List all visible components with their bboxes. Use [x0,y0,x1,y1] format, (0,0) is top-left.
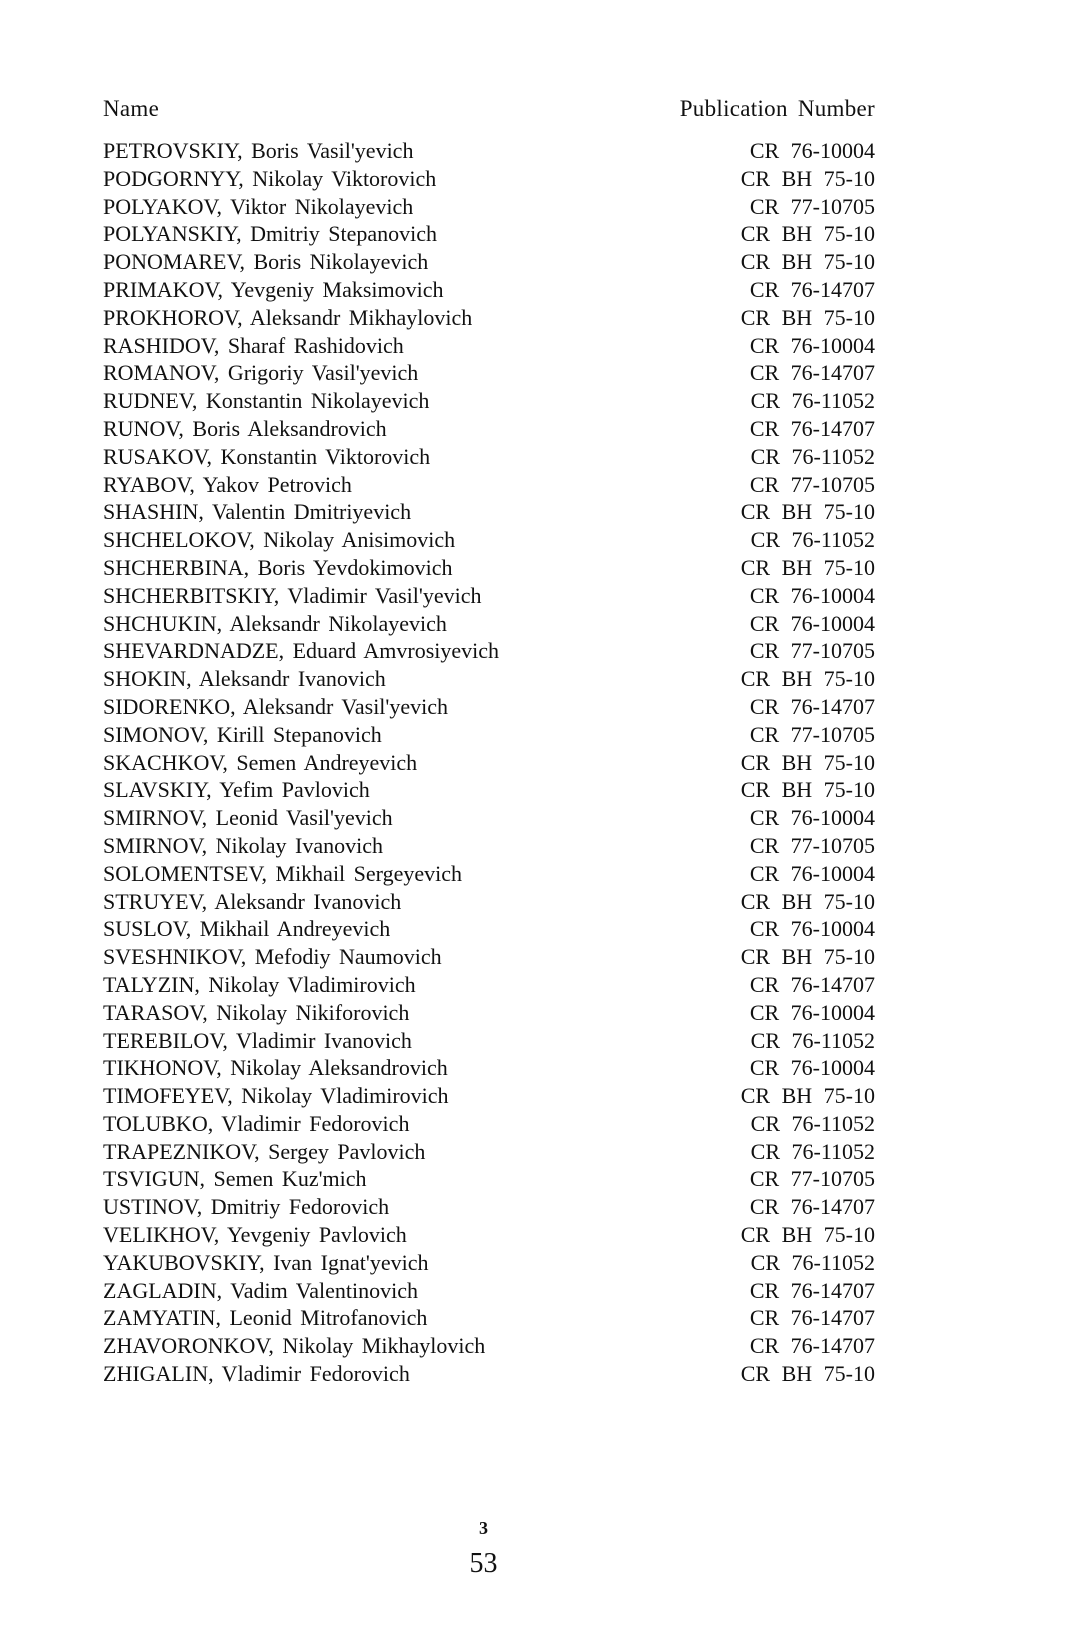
table-row [103,165,875,193]
person-name: TEREBILOV, Vladimir Ivanovich [103,1027,412,1053]
publication-number: CR 76-10004 [749,610,875,636]
person-name: SVESHNIKOV, Mefodiy Naumovich [103,944,442,970]
person-name: PRIMAKOV, Yevgeniy Maksimovich [103,276,444,302]
table-row [103,526,875,554]
publication-number: CR 76-10004 [749,582,875,608]
publication-number: CR BH 75-10 [740,165,875,191]
person-name: PONOMAREV, Boris Nikolayevich [103,249,429,275]
publication-number: CR 76-10004 [749,860,875,886]
table-row [103,193,875,221]
table-row [103,1332,875,1360]
person-name: SKACHKOV, Semen Andreyevich [103,749,418,775]
table-row [103,443,875,471]
table-row [103,665,875,693]
person-name: RUDNEV, Konstantin Nikolayevich [103,388,430,414]
publication-number: CR BH 75-10 [740,666,875,692]
publication-number: CR BH 75-10 [740,944,875,970]
table-row [103,721,875,749]
table-row [103,943,875,971]
publication-number: CR 76-14707 [749,693,875,719]
person-name: SIDORENKO, Aleksandr Vasil'yevich [103,693,449,719]
table-row [103,888,875,916]
person-name: RUSAKOV, Konstantin Viktorovich [103,443,431,469]
table-row [103,1027,875,1055]
publication-number: CR 76-14707 [749,1277,875,1303]
table-header [103,96,875,130]
person-name: STRUYEV, Aleksandr Ivanovich [103,888,402,914]
publication-number: CR 76-10004 [749,999,875,1025]
table-row [103,1249,875,1277]
person-name: SMIRNOV, Nikolay Ivanovich [103,832,383,858]
publication-number: CR 76-10004 [749,1055,875,1081]
table-row [103,332,875,360]
person-name: SHCHERBITSKIY, Vladimir Vasil'yevich [103,582,482,608]
person-name: PODGORNYY, Nikolay Viktorovich [103,165,437,191]
person-name: SHEVARDNADZE, Eduard Amvrosiyevich [103,638,500,664]
person-name: TOLUBKO, Vladimir Fedorovich [103,1110,410,1136]
publication-number: CR 76-11052 [750,1138,875,1164]
table-row [103,1221,875,1249]
publication-number: CR 77-10705 [749,832,875,858]
page-number: 53 [469,1548,498,1579]
publication-number: CR 76-14707 [749,360,875,386]
person-name: POLYANSKIY, Dmitriy Stepanovich [103,221,438,247]
table-row [103,1304,875,1332]
publication-number: CR 76-14707 [749,1305,875,1331]
person-name: RASHIDOV, Sharaf Rashidovich [103,332,404,358]
table-row [103,1165,875,1193]
person-name: PETROVSKIY, Boris Vasil'yevich [103,138,414,163]
publication-number: CR BH 75-10 [740,249,875,275]
table-row [103,137,875,165]
person-name: TSVIGUN, Semen Kuz'mich [103,1166,367,1192]
person-name: SIMONOV, Kirill Stepanovich [103,721,382,747]
name-column-header: Name [103,96,160,121]
publication-number: CR 77-10705 [749,638,875,664]
table-row [103,915,875,943]
publication-number: CR 76-11052 [750,388,875,414]
publication-number: CR 76-14707 [749,1333,875,1359]
publication-number-column-header: Publication Number [679,96,875,121]
table-row [103,248,875,276]
publication-number: CR 76-11052 [750,443,875,469]
publication-number: CR 77-10705 [749,1166,875,1192]
table-row [103,471,875,499]
table-row [103,749,875,777]
person-name: ZAGLADIN, Vadim Valentinovich [103,1277,418,1303]
person-name: SMIRNOV, Leonid Vasil'yevich [103,805,393,831]
person-name: ZHAVORONKOV, Nikolay Mikhaylovich [103,1333,486,1359]
table-row [103,804,875,832]
publication-number: CR 77-10705 [749,471,875,497]
table-row [103,359,875,387]
person-name: SHCHELOKOV, Nikolay Anisimovich [103,527,456,553]
table-row [103,971,875,999]
person-name: ZAMYATIN, Leonid Mitrofanovich [103,1305,428,1331]
person-name: SLAVSKIY, Yefim Pavlovich [103,777,370,803]
person-name: ROMANOV, Grigoriy Vasil'yevich [103,360,419,386]
person-name: USTINOV, Dmitriy Fedorovich [103,1194,390,1220]
table-row [103,832,875,860]
publication-number: CR 76-10004 [749,332,875,358]
person-name: TALYZIN, Nikolay Vladimirovich [103,971,416,997]
name-list [103,137,875,1388]
publication-number: CR 77-10705 [749,721,875,747]
table-row [103,1138,875,1166]
publication-number: CR 76-10004 [749,805,875,831]
table-row [103,387,875,415]
person-name: SHCHERBINA, Boris Yevdokimovich [103,554,453,580]
table-row [103,776,875,804]
publication-number: CR 76-14707 [749,276,875,302]
table-row [103,276,875,304]
person-name: SHCHUKIN, Aleksandr Nikolayevich [103,610,447,636]
person-name: SHASHIN, Valentin Dmitriyevich [103,499,412,525]
person-name: TARASOV, Nikolay Nikiforovich [103,999,410,1025]
table-row [103,1054,875,1082]
table-row [103,415,875,443]
publication-number: CR BH 75-10 [740,749,875,775]
publication-number: CR 76-11052 [750,1249,875,1275]
person-name: RYABOV, Yakov Petrovich [103,471,352,497]
person-name: TIMOFEYEV, Nikolay Vladimirovich [103,1083,449,1109]
footnote-marker: 3 [479,1518,488,1538]
publication-number: CR 76-11052 [750,1110,875,1136]
publication-number: CR BH 75-10 [740,304,875,330]
publication-number: CR 76-11052 [750,527,875,553]
publication-number: CR BH 75-10 [740,554,875,580]
person-name: SUSLOV, Mikhail Andreyevich [103,916,391,942]
table-row [103,999,875,1027]
publication-number: CR BH 75-10 [740,777,875,803]
publication-number: CR 76-10004 [749,916,875,942]
table-row [103,220,875,248]
table-row [103,1082,875,1110]
publication-number: CR BH 75-10 [740,499,875,525]
publication-number: CR BH 75-10 [740,888,875,914]
publication-number: CR 76-10004 [749,138,875,163]
table-row [103,304,875,332]
person-name: TIKHONOV, Nikolay Aleksandrovich [103,1055,448,1081]
person-name: POLYAKOV, Viktor Nikolayevich [103,193,414,219]
publication-number: CR 76-14707 [749,1194,875,1220]
table-row [103,860,875,888]
person-name: RUNOV, Boris Aleksandrovich [103,415,387,441]
person-name: ZHIGALIN, Vladimir Fedorovich [103,1361,410,1387]
publication-number: CR BH 75-10 [740,1361,875,1387]
table-row [103,610,875,638]
table-row [103,582,875,610]
person-name: TRAPEZNIKOV, Sergey Pavlovich [103,1138,426,1164]
table-row [103,554,875,582]
publication-number: CR 76-14707 [749,971,875,997]
person-name: VELIKHOV, Yevgeniy Pavlovich [103,1222,407,1248]
person-name: PROKHOROV, Aleksandr Mikhaylovich [103,304,473,330]
person-name: SHOKIN, Aleksandr Ivanovich [103,666,386,692]
publication-number: CR BH 75-10 [740,1222,875,1248]
table-row [103,498,875,526]
person-name: SOLOMENTSEV, Mikhail Sergeyevich [103,860,462,886]
person-name: YAKUBOVSKIY, Ivan Ignat'yevich [103,1249,429,1275]
table-row [103,637,875,665]
table-row [103,1110,875,1138]
publication-number: CR BH 75-10 [740,221,875,247]
table-row [103,1360,875,1388]
publication-number: CR 76-14707 [749,415,875,441]
publication-number: CR 76-11052 [750,1027,875,1053]
table-row [103,1277,875,1305]
table-row [103,1193,875,1221]
publication-number: CR 77-10705 [749,193,875,219]
publication-number: CR BH 75-10 [740,1083,875,1109]
table-row [103,693,875,721]
